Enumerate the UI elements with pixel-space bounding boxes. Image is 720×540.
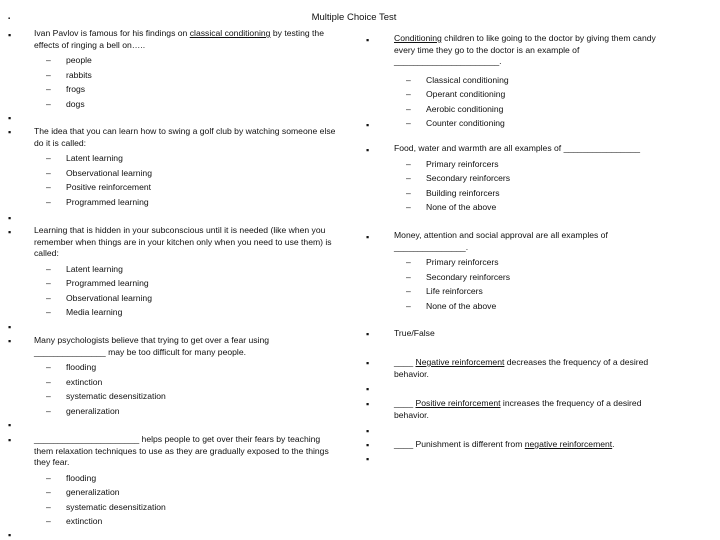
bullet: ▪ [366, 426, 370, 436]
option[interactable]: – Primary reinforcers [406, 158, 499, 169]
option[interactable]: – Secondary reinforcers [406, 173, 511, 184]
option[interactable]: – Life reinforcers [406, 286, 483, 297]
option[interactable]: – Latent learning [46, 263, 123, 274]
bullet: ▪ [8, 420, 12, 430]
bullet: ▪ [366, 399, 370, 409]
question-6-options [394, 73, 666, 131]
option[interactable]: – extinction [46, 376, 103, 387]
answer-blank: ______________________. [394, 56, 502, 67]
option[interactable]: – Observational learning [46, 167, 152, 178]
option[interactable]: – generalization [46, 487, 120, 498]
question-7-options [394, 157, 694, 215]
option[interactable]: – flooding [46, 362, 97, 373]
bullet: ▪ [366, 35, 370, 45]
option[interactable]: – Programmed learning [46, 196, 149, 207]
bullet: ▪ [8, 530, 12, 540]
question-6 [394, 33, 666, 131]
bullet: ▪ [366, 358, 370, 368]
bullet: ▪ [8, 336, 12, 346]
bullet: ▪ [366, 454, 370, 464]
question-6-stem: Conditioning children to like going to the doctor by giving them candy every time they go to the doctor is an example of ______________________. [394, 33, 656, 67]
bullet: ▪ [366, 329, 370, 339]
question-1-stem: Ivan Pavlov is famous for his findings on classical conditioning by testing the effects of ringing a bell on….. [34, 28, 324, 50]
option[interactable]: – Latent learning [46, 153, 123, 164]
true-false-statement-1: ____ Negative reinforcement decreases the frequency of a desired behavior. [394, 357, 649, 379]
question-7 [394, 143, 694, 215]
option[interactable]: – systematic desensitization [46, 501, 166, 512]
option[interactable]: – Aerobic conditioning [406, 103, 504, 114]
bullet: ▪ [8, 213, 12, 223]
true-false-heading: True/False [394, 328, 435, 338]
option[interactable]: – dogs [46, 98, 85, 109]
page-title: Multiple Choice Test [311, 12, 397, 23]
question-8-options [394, 255, 664, 313]
key-term: negative reinforcement [524, 439, 613, 449]
question-1 [34, 28, 334, 111]
option[interactable]: – systematic desensitization [46, 391, 166, 402]
bullet: ▪ [8, 322, 12, 332]
true-false-statement-2: ____ Positive reinforcement increases the frequency of a desired behavior. [394, 398, 642, 420]
key-term: classical conditioning [189, 28, 271, 38]
option[interactable]: – rabbits [46, 69, 92, 80]
answer-blank[interactable]: ____ [394, 398, 414, 408]
option[interactable]: – Operant conditioning [406, 89, 506, 100]
question-7-stem: Food, water and warmth are all examples of ________________ [394, 143, 641, 153]
question-2-stem: The idea that you can learn how to swing a golf club by watching someone else do it is called: [34, 126, 336, 148]
option[interactable]: – people [46, 55, 92, 66]
question-5-stem: ______________________ helps people to get over their fears by teaching them relaxation techniques to use as they are gradually exposed to the things they fear. [34, 434, 329, 468]
bullet: ▪ [8, 227, 12, 237]
option[interactable]: – Secondary reinforcers [406, 271, 511, 282]
key-term: Conditioning [394, 33, 442, 43]
key-term: Positive reinforcement [415, 398, 501, 408]
option[interactable]: – Counter conditioning [406, 118, 505, 129]
answer-blank: _______________. [394, 241, 469, 252]
option[interactable]: – None of the above [406, 202, 497, 213]
key-term: Negative reinforcement [415, 357, 505, 367]
answer-blank[interactable]: ____ [394, 439, 414, 449]
option[interactable]: – flooding [46, 472, 97, 483]
question-3-stem: Learning that is hidden in your subconscious until it is needed (like when you remember when things are in your kitchen only when you need to use them) is called: [34, 225, 332, 259]
question-3 [34, 225, 334, 320]
option[interactable]: – None of the above [406, 300, 497, 311]
question-5-options [34, 471, 339, 529]
option[interactable]: – Building reinforcers [406, 187, 500, 198]
option[interactable]: – generalization [46, 405, 120, 416]
bullet: ▪ [366, 384, 370, 394]
question-4-stem: Many psychologists believe that trying to get over a fear using _______________ may be too difficult for many people. [34, 335, 270, 357]
bullet: ▪ [366, 440, 370, 450]
bullet: ▪ [8, 30, 12, 40]
question-3-options [34, 262, 334, 320]
option[interactable]: – Classical conditioning [406, 74, 509, 85]
bullet: ▪ [8, 127, 12, 137]
option[interactable]: – Positive reinforcement [46, 182, 152, 193]
question-4 [34, 335, 314, 418]
true-false-statement-3: ____ Punishment is different from negative reinforcement. [394, 439, 615, 449]
bullet: ▪ [8, 435, 12, 445]
answer-blank[interactable]: ____ [394, 357, 414, 367]
option[interactable]: – Media learning [46, 307, 123, 318]
bullet: ▪ [366, 232, 370, 242]
bullet: ▪ [366, 120, 370, 130]
question-2-options [34, 151, 339, 209]
answer-blank: _______________ [34, 346, 106, 357]
option[interactable]: – Primary reinforcers [406, 257, 499, 268]
answer-blank: ________________ [563, 143, 641, 153]
question-4-options [34, 360, 314, 418]
bullet: ▪ [8, 16, 11, 22]
option[interactable]: – Observational learning [46, 292, 152, 303]
option[interactable]: – extinction [46, 516, 103, 527]
option[interactable]: – Programmed learning [46, 278, 149, 289]
answer-blank: ______________________ [34, 434, 140, 444]
question-1-options [34, 53, 334, 111]
question-2 [34, 126, 339, 209]
question-8 [394, 230, 664, 313]
bullet: ▪ [366, 145, 370, 155]
bullet: ▪ [8, 113, 12, 123]
question-5 [34, 434, 339, 529]
option[interactable]: – frogs [46, 84, 86, 95]
question-8-stem: Money, attention and social approval are all examples of _______________. [394, 230, 608, 252]
